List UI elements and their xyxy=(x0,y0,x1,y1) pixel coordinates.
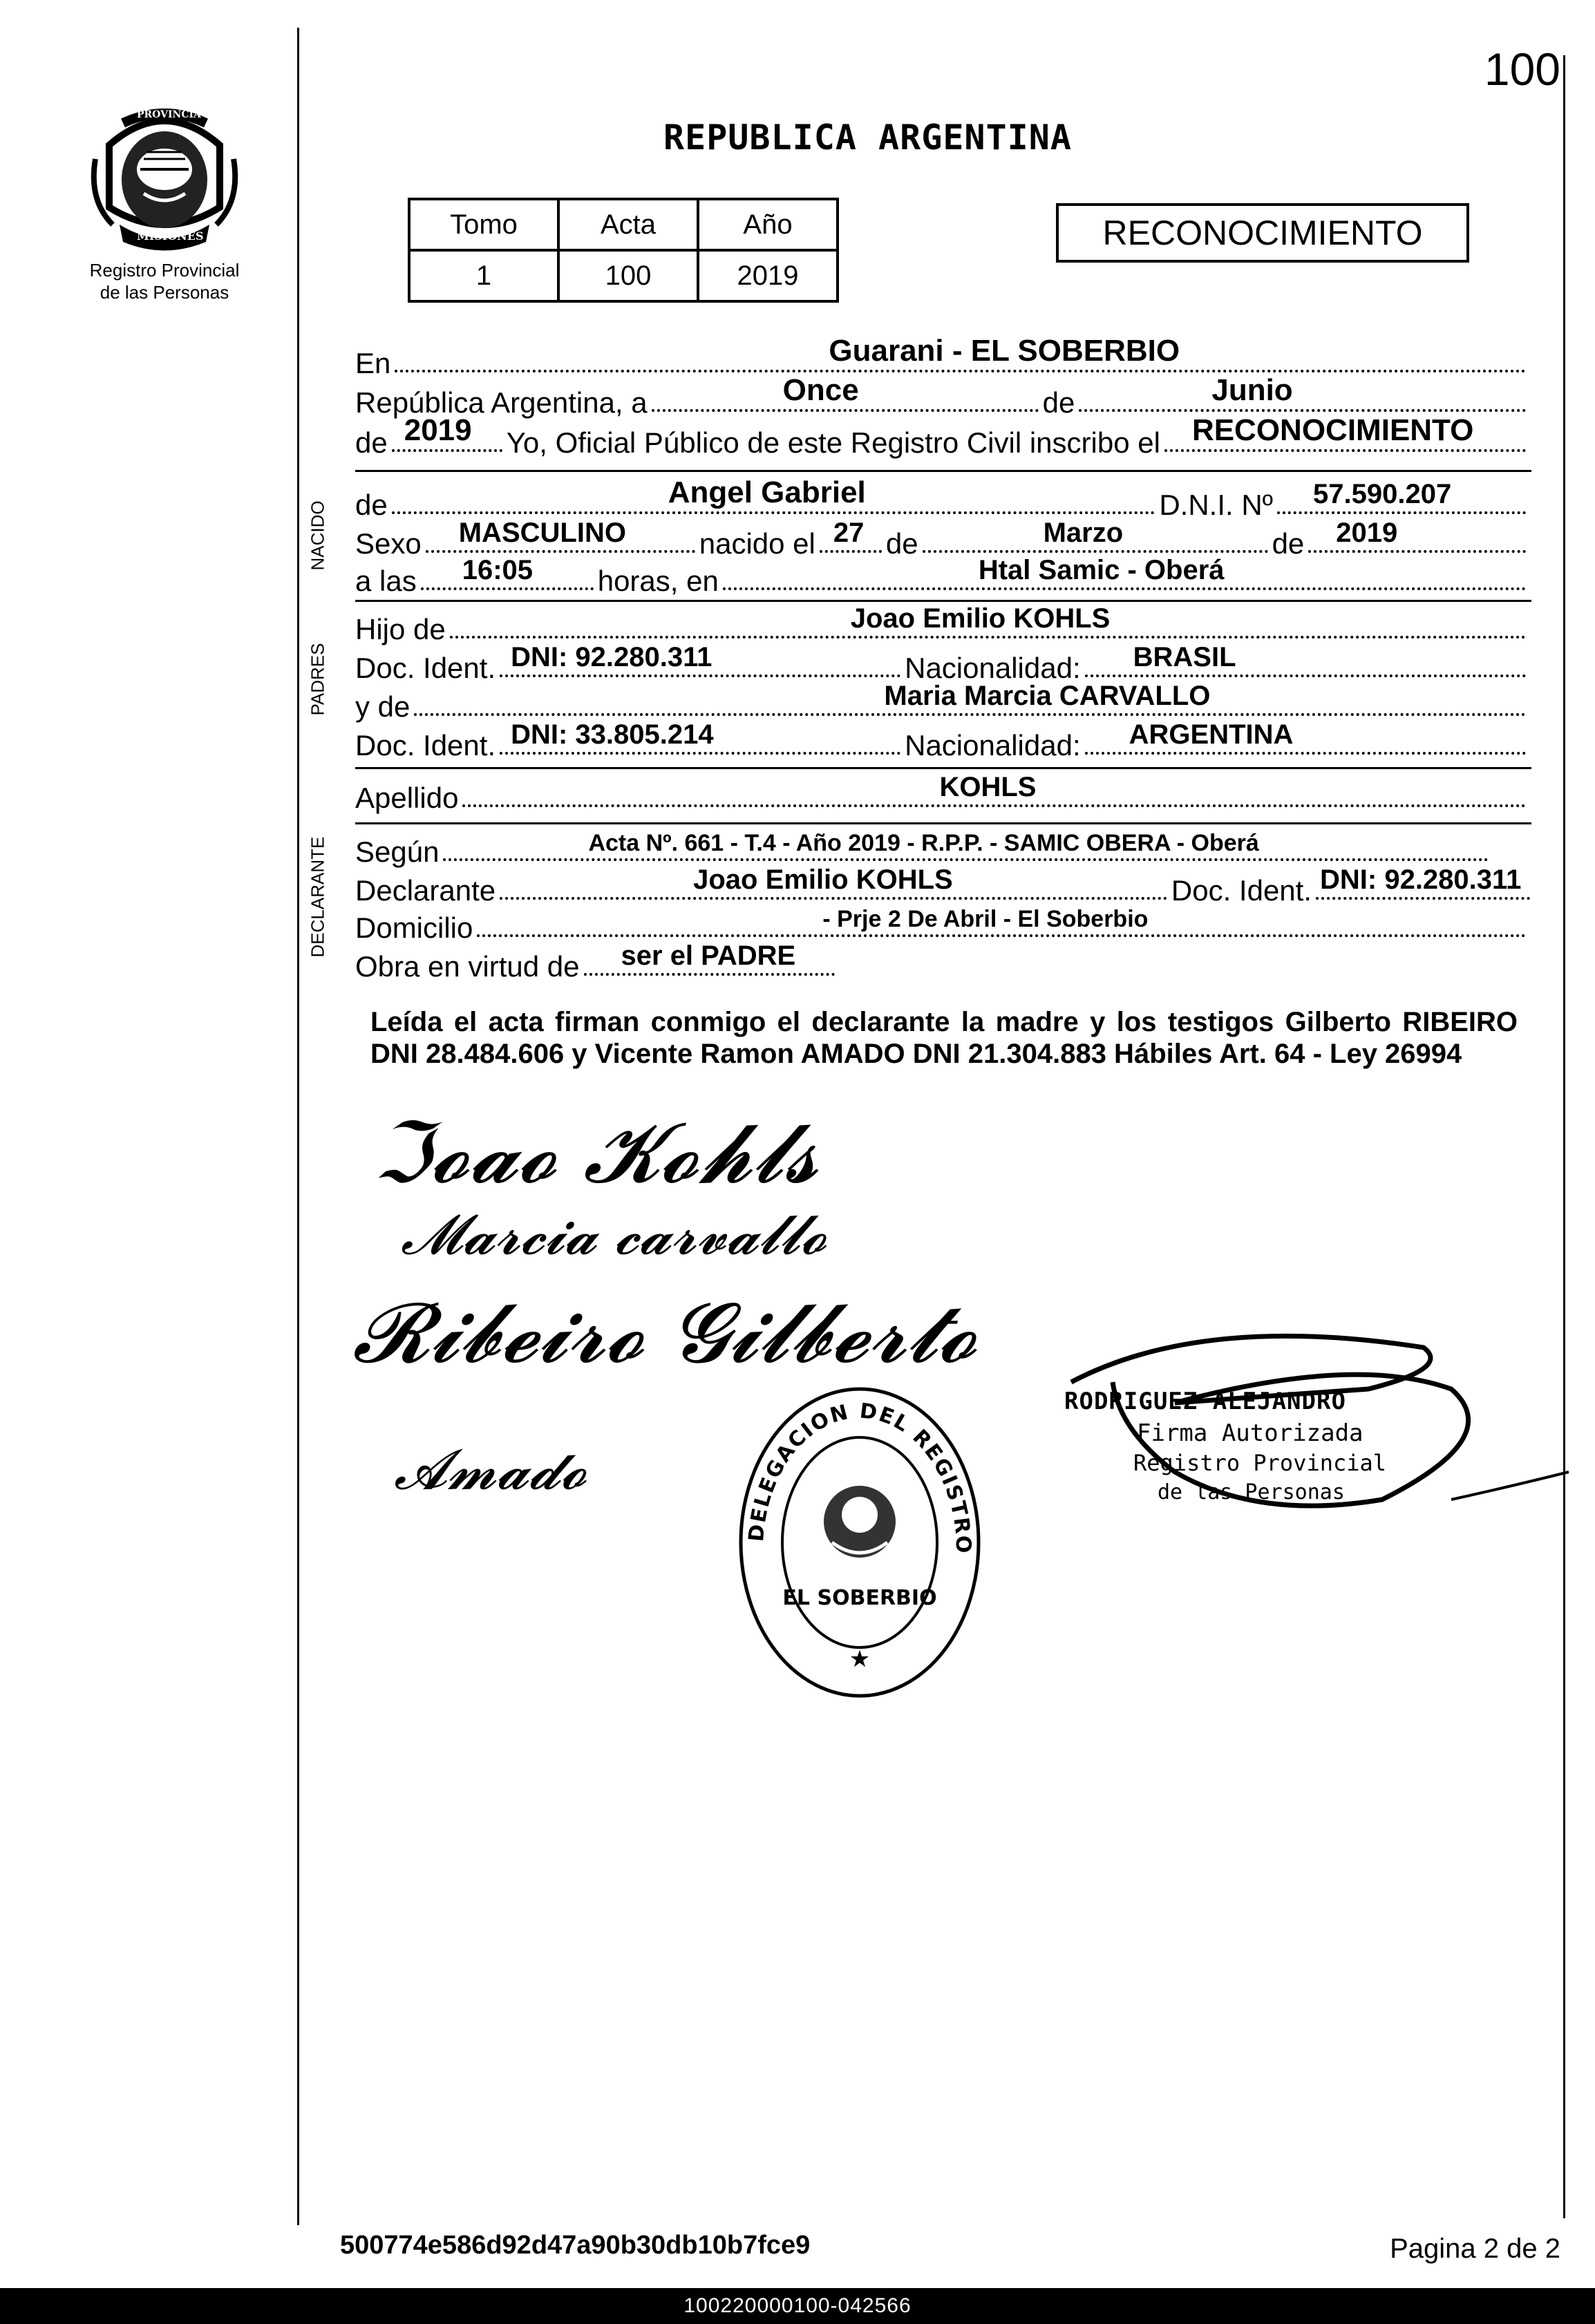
anio-value: 2019 xyxy=(404,413,472,447)
nacido-section-label: NACIDO xyxy=(307,500,328,571)
round-stamp xyxy=(735,1383,984,1701)
padre-doc-field xyxy=(500,642,900,677)
divider-3 xyxy=(355,767,1531,769)
signature-testigo-1: 𝓡𝓲𝓫𝓮𝓲𝓻𝓸 𝓖𝓲𝓵𝓫𝓮𝓻𝓽𝓸 xyxy=(352,1285,977,1381)
sexo-value: MASCULINO xyxy=(458,518,626,548)
inscribo-text: Yo, Oficial Público de este Registro Civil inscribo el xyxy=(506,426,1160,459)
stamp-official-line3: Registro Provincial xyxy=(1133,1450,1387,1476)
mes-nac-field xyxy=(923,518,1268,553)
dia-nac-field xyxy=(820,518,882,553)
sexo-field xyxy=(426,518,695,553)
obra-line xyxy=(355,941,839,983)
obra-value: ser el PADRE xyxy=(621,941,796,971)
dni-field xyxy=(1277,479,1526,514)
domicilio-label: Domicilio xyxy=(355,911,473,944)
official-stamp xyxy=(1064,1299,1576,1527)
nombre-line xyxy=(355,475,1530,521)
register-value-cell: 100 xyxy=(558,250,698,301)
en-label: En xyxy=(355,347,391,379)
dni-value: 57.590.207 xyxy=(1313,479,1452,509)
logo-top-text: PROVINCIA DE xyxy=(137,109,220,120)
sexo-label: Sexo xyxy=(355,527,422,560)
observation-text: Leída el acta firman conmigo el declarante la madre y los testigos Gilberto RIBEIRO DNI 28.484.606 y Vicente Ramon AMADO DNI 21.304.883 Hábiles Art. 64 - Ley 26994 xyxy=(370,1007,1518,1069)
declarante-line xyxy=(355,865,1530,907)
register-table xyxy=(408,198,839,303)
register-header-cell: Tomo xyxy=(409,199,558,250)
madre-line xyxy=(355,681,1530,723)
logo-caption-2: de las Personas xyxy=(100,282,229,303)
apellido-field xyxy=(462,772,1526,807)
domicilio-value: - Prje 2 De Abril - El Soberbio xyxy=(822,906,1149,932)
register-value-cell: 2019 xyxy=(698,250,838,301)
padre-doc-value: DNI: 92.280.311 xyxy=(511,642,712,672)
register-header-cell: Acta xyxy=(558,199,698,250)
nacido-el-label: nacido el xyxy=(699,527,815,560)
page-title: REPUBLICA ARGENTINA xyxy=(663,117,1072,158)
madre-nac-label: Nacionalidad: xyxy=(905,729,1081,762)
svg-text:★: ★ xyxy=(849,1645,871,1673)
en-field xyxy=(395,334,1526,372)
domicilio-field xyxy=(477,906,1526,937)
logo-caption-1: Registro Provincial xyxy=(89,260,240,281)
barcode-text: 100220000100-042566 xyxy=(683,2294,912,2317)
nacido-de-label-3: de xyxy=(1272,527,1305,560)
madre-doc-value: DNI: 33.805.214 xyxy=(511,719,714,750)
nombre-field xyxy=(392,475,1155,514)
madre-nac-value: ARGENTINA xyxy=(1129,719,1294,750)
padre-field xyxy=(450,603,1526,639)
yde-label: y de xyxy=(355,690,410,723)
coat-of-arms-logo xyxy=(82,104,247,263)
padre-doc-line xyxy=(355,642,1530,684)
domicilio-line xyxy=(355,906,1530,944)
divider-1 xyxy=(355,470,1531,472)
padre-value: Joao Emilio KOHLS xyxy=(850,603,1111,634)
declarante-doc-value: DNI: 92.280.311 xyxy=(1320,865,1522,895)
svg-text:DELEGACION DEL REGISTRO PROVIN: DELEGACION DEL REGISTRO xyxy=(744,1399,976,1555)
de-label: de xyxy=(1042,386,1075,419)
dni-label: D.N.I. Nº xyxy=(1159,489,1273,521)
signature-declarante: ℑ𝓸𝓪𝓸 𝓚𝓸𝓱𝓵𝓼 xyxy=(373,1106,819,1202)
declarante-doc-label: Doc. Ident. xyxy=(1171,874,1312,907)
apellido-value: KOHLS xyxy=(939,772,1037,802)
act-type-box xyxy=(1056,203,1469,263)
alas-label: a las xyxy=(355,565,417,597)
anio-nac-field xyxy=(1308,518,1526,553)
document-hash: 500774e586d92d47a90b30db10b7fce9 xyxy=(340,2231,811,2260)
sexo-line xyxy=(355,518,1530,560)
hora-field xyxy=(421,555,594,590)
hora-line xyxy=(355,555,1530,597)
hora-value: 16:05 xyxy=(462,555,534,585)
en-line xyxy=(355,334,1530,379)
register-header-cell: Año xyxy=(698,199,838,250)
segun-label: Según xyxy=(355,835,440,868)
bottom-strip xyxy=(0,2288,1595,2324)
en-value: Guarani - EL SOBERBIO xyxy=(829,334,1180,368)
horas-label: horas, en xyxy=(597,565,719,597)
apellido-line xyxy=(355,772,1530,814)
hijo-label: Hijo de xyxy=(355,613,446,645)
right-margin-line xyxy=(1563,55,1565,2218)
de2-label: de xyxy=(355,426,388,459)
anio-field xyxy=(392,413,502,452)
mes-nac-value: Marzo xyxy=(1043,518,1124,548)
lugar-value: Htal Samic - Oberá xyxy=(978,555,1225,585)
padre-nac-value: BRASIL xyxy=(1133,642,1236,672)
page-number: 100 xyxy=(1484,44,1560,95)
anio-nac-value: 2019 xyxy=(1336,518,1398,548)
obra-field xyxy=(584,941,835,976)
declarante-field xyxy=(500,865,1167,900)
inscribo-value: RECONOCIMIENTO xyxy=(1191,413,1474,447)
register-table-header-row xyxy=(409,199,838,250)
segun-field xyxy=(443,830,1489,861)
dia-field xyxy=(652,373,1039,412)
mes-field xyxy=(1079,373,1526,412)
declarante-label: Declarante xyxy=(355,874,496,907)
segun-line xyxy=(355,830,1530,868)
apellido-label: Apellido xyxy=(355,782,459,814)
segun-value: Acta Nº. 661 - T.4 - Año 2019 - R.P.P. - SAMIC OBERA - Oberá xyxy=(588,830,1259,856)
mes-value: Junio xyxy=(1211,373,1293,407)
page-indicator: Pagina 2 de 2 xyxy=(1390,2233,1560,2264)
madre-doc-field xyxy=(500,719,900,755)
divider-2 xyxy=(355,600,1531,602)
madre-doc-label: Doc. Ident. xyxy=(355,729,496,762)
inscribo-line xyxy=(355,413,1530,459)
declarante-doc-field xyxy=(1316,865,1530,900)
logo-bottom-text: MISIONES xyxy=(137,229,204,243)
republica-label: República Argentina, a xyxy=(355,386,648,419)
left-margin-line xyxy=(297,28,299,2225)
padre-nac-field xyxy=(1085,642,1526,677)
nombre-value: Angel Gabriel xyxy=(668,475,866,509)
stamp-official-name: RODRIGUEZ ALEJANDRO xyxy=(1064,1388,1346,1415)
signature-madre: 𝓜𝓪𝓻𝓬𝓲𝓪 𝓬𝓪𝓻𝓿𝓪𝓵𝓵𝓸 xyxy=(401,1202,827,1267)
round-stamp-icon xyxy=(735,1383,984,1701)
inscribo-field xyxy=(1164,413,1526,452)
declarante-section-label: DECLARANTE xyxy=(307,836,328,958)
stamp-official-line2: Firma Autorizada xyxy=(1137,1419,1363,1447)
madre-field xyxy=(414,681,1526,716)
padre-nac-label: Nacionalidad: xyxy=(905,652,1081,684)
dia-value: Once xyxy=(782,373,859,407)
act-type-label: RECONOCIMIENTO xyxy=(1102,214,1423,252)
signature-testigo-2: 𝓐𝓶𝓪𝓭𝓸 xyxy=(394,1437,587,1502)
madre-nac-field xyxy=(1085,719,1526,755)
nacido-de-label: de xyxy=(355,489,388,521)
obra-label: Obra en virtud de xyxy=(355,950,580,983)
madre-value: Maria Marcia CARVALLO xyxy=(884,681,1211,711)
stamp-official-line4: de las Personas xyxy=(1158,1480,1345,1504)
padres-section-label: PADRES xyxy=(307,643,328,716)
padre-doc-label: Doc. Ident. xyxy=(355,652,496,684)
nacido-de-label-2: de xyxy=(885,527,918,560)
svg-text:EL SOBERBIO: EL SOBERBIO xyxy=(782,1586,937,1610)
hijo-line xyxy=(355,603,1530,645)
register-value-cell: 1 xyxy=(409,250,558,301)
lugar-field xyxy=(723,555,1526,590)
divider-4 xyxy=(355,822,1531,824)
declarante-value: Joao Emilio KOHLS xyxy=(693,865,953,895)
madre-doc-line xyxy=(355,719,1530,762)
register-table-value-row xyxy=(409,250,838,301)
dia-nac-value: 27 xyxy=(833,518,865,548)
